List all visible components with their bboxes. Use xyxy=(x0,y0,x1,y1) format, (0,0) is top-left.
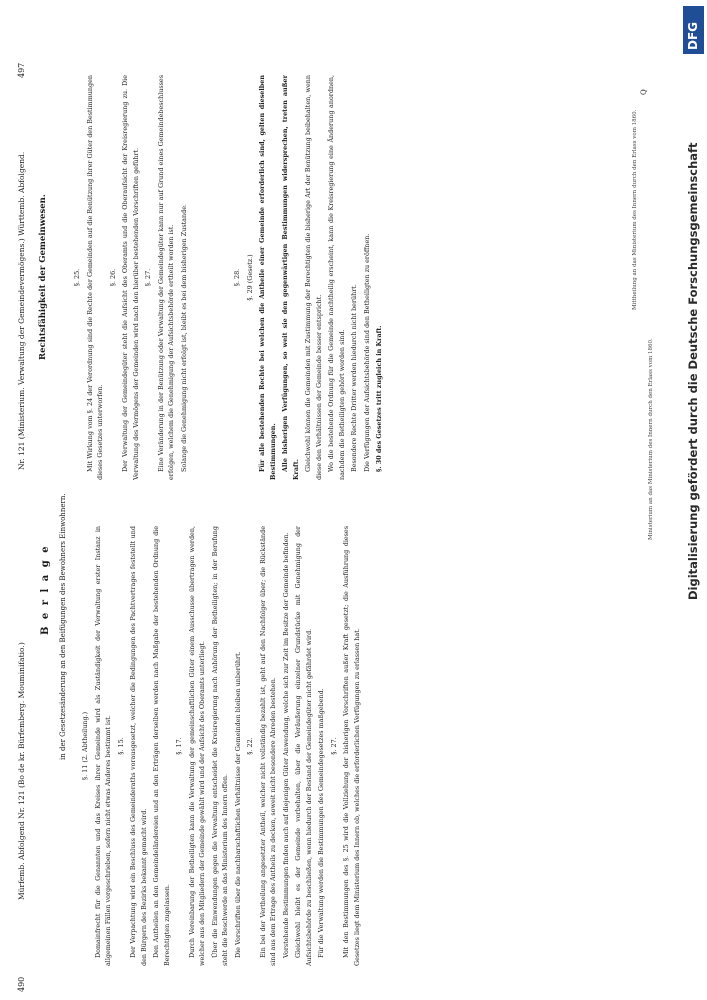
right-page-column-2 xyxy=(232,75,612,480)
right-page-footnote: Mittheilung an das Ministerium des Innern durch den Erlass vom 1860. xyxy=(632,109,638,310)
paragraph: Die Verfügungen der Aufsichtsbehörde sind den Betheiligten zu eröffnen. xyxy=(362,233,371,472)
right-section-title: Rechtsfähigkeit der Gemeinwesen. xyxy=(38,194,48,360)
para-heading: §. 28. xyxy=(233,268,241,287)
right-running-head: Nr. 121 (Ministerium. Verwaltung der Gemeindevermögens.) Württemb. Abfolgend. xyxy=(17,151,26,470)
para-heading: §. 26. xyxy=(108,268,117,287)
paragraph: Die Vorschriften über die nachbarschaftlichen Verhältnisse der Gemeinden bleiben unberührt. xyxy=(233,651,242,958)
right-page-number: 497 xyxy=(17,62,26,78)
left-page-text-column xyxy=(80,526,610,966)
paragraph: §. 30 des Gesetzes tritt zugleich in Kraft. xyxy=(375,325,383,472)
left-running-head: Mürfemb. Abfolgend Nr. 121 (Bo de kr. Bürfemberg. Mouminifatio.) xyxy=(17,642,26,900)
left-subtitle: in der Gesetzesänderung an den Beifügungen des Bewohners Einwohnern. xyxy=(59,493,67,760)
paragraph: Für alle bestehenden Rechte bei welchen die Antheile einer Gemeinde erforderlich sind, gelten dieselben Bestimmungen. xyxy=(258,75,277,480)
paragraph: Solange die Genehmigung nicht erfolgt ist, bleibt es bei dem bisherigen Zustande. xyxy=(179,203,188,472)
paragraph: Mit Wirkung vom §. 24 der Verordnung sind die Rechte der Gemeinden auf die Benützung ihrer Güter den Bestimmungen dieses Gesetzes unterworfen. xyxy=(85,75,104,480)
dfg-logo xyxy=(683,6,704,54)
para-heading: §. 29 (Gesetz.) xyxy=(245,254,254,301)
paragraph: Gleichwohl können die Gemeinden mit Zustimmung der Berechtigten die bisherige Art der Benützung beibehalten, wenn diese den Verhältnissen der Gemeinde besser entspricht. xyxy=(304,75,323,480)
paragraph: Durch Vereinbarung der Betheiligten kann die Verwaltung der gemeinschaftlichen Güter einem Ausschusse übertragen werden, welcher aus den Mitgliedern der Gemeinde gewählt wird und der Aufsicht des Oberamts unterliegt. xyxy=(187,526,206,966)
para-heading: §. 11 (2. Abtheilung.) xyxy=(81,711,89,781)
para-heading: §. 15. xyxy=(116,737,125,755)
paragraph: Ein bei der Vertheilung angesetzter Antheil, welcher nicht vollständig bezahlt ist, geht auf den Nachfolger über; die Rückstände sind aus dem Ertrage des Antheils zu decken, soweit nicht besondere Abreden bestehen. xyxy=(258,526,277,966)
paragraph: Der Verpachtung wird ein Beschluss des Gemeinderaths vorausgesetzt, welcher die Bedingungen des Pachtvertrages feststellt und den Bürgern des Bezirks bekannt gemacht wird. xyxy=(129,526,148,966)
paragraph: Den Antheilen an den Gemeindeländereien und an den Erträgen derselben werden nach Maßgabe der bestehenden Ordnung die Berechtigten zugelassen. xyxy=(152,526,171,966)
paragraph: Alle bisherigen Verfügungen, so weit sie den gegenwärtigen Bestimmungen widersprechen, treten außer Kraft. xyxy=(281,75,300,480)
paragraph: Vorstehende Bestimmungen finden auch auf diejenigen Güter Anwendung, welche sich zur Zeit im Besitze der Gemeinde befinden. xyxy=(281,532,290,958)
margin-mark: Q xyxy=(640,89,648,95)
paragraph: Besondere Rechte Dritter werden hiedurch nicht berührt. xyxy=(350,284,358,472)
paragraph: Über die Einwendungen gegen die Verwaltung entscheidet die Kreisregierung nach Anhörung der Betheiligten; in der Berufung steht die Beschwerde an das Ministerium des Innern offen. xyxy=(210,526,229,966)
paragraph: Der Verwaltung der Gemeindegüter steht die Aufsicht des Oberamts und die Oberaufsicht der Kreisregierung zu. Die Verwaltung des Vermögens der Gemeinden wird nach den hierüber bestehenden Vorschriften geführt. xyxy=(121,75,140,480)
paragraph: Wo die bestehende Ordnung für die Gemeinde nachtheilig erscheint, kann die Kreisregierung eine Änderung anordnen, nachdem die Betheiligten gehört worden sind. xyxy=(327,75,346,480)
paragraph: Domainfrecht für die Genannten und das Kreises ihrer Gemeinde wird als Zuständigkeit der Verwaltung erster Instanz in allgemeinen Fällen vorgeschrieben, sofern nicht etwas Anderes bestimmt ist. xyxy=(93,526,112,966)
left-page-number: 490 xyxy=(17,976,26,992)
paragraph: Mit den Bestimmungen des §. 25 wird die Vollziehung der bisherigen Vorschriften außer Kraft gesetzt; die Ausführung dieses Gesetzes liegt dem Ministerium des Innern ob, welches die erforderlichen Verfügungen zu erlassen hat. xyxy=(342,526,361,966)
para-heading: §. 25. xyxy=(73,268,81,287)
para-heading: §. 17. xyxy=(175,737,183,755)
dfg-banner xyxy=(680,0,707,1000)
right-page-column-1 xyxy=(72,75,222,480)
center-note: Ministerium an das Ministerium des Innern durch den Erlass vom 1860. xyxy=(648,338,654,540)
paragraph: Für die Verwaltung werden die Bestimmungen des Gemeindegesetzes maßgebend. xyxy=(317,688,325,958)
left-title: B e r l a g e xyxy=(40,544,51,635)
dfg-logo-text: DFG xyxy=(686,21,700,50)
para-heading: §. 27. xyxy=(144,268,152,287)
para-heading: §. 22. xyxy=(246,737,254,755)
paragraph: Eine Veränderung in der Benützung oder Verwaltung der Gemeindegüter kann nur auf Grund eines Gemeindebeschlusses erfolgen, welchem die Genehmigung der Aufsichtsbehörde ertheilt worden ist. xyxy=(156,75,175,480)
para-heading: §. 27. xyxy=(329,737,338,755)
paragraph: Gleichwohl bleibt es der Gemeinde vorbehalten, über die Veräußerung einzelner Grundstücke mit Genehmigung der Aufsichtsbehörde zu beschließen, wenn hiedurch der Bestand der Gemeindegüter nicht gefährdet wird. xyxy=(294,526,313,966)
dfg-credit-text: Digitalisierung gefördert durch die Deutsche Forschungsgemeinschaft xyxy=(686,142,700,600)
